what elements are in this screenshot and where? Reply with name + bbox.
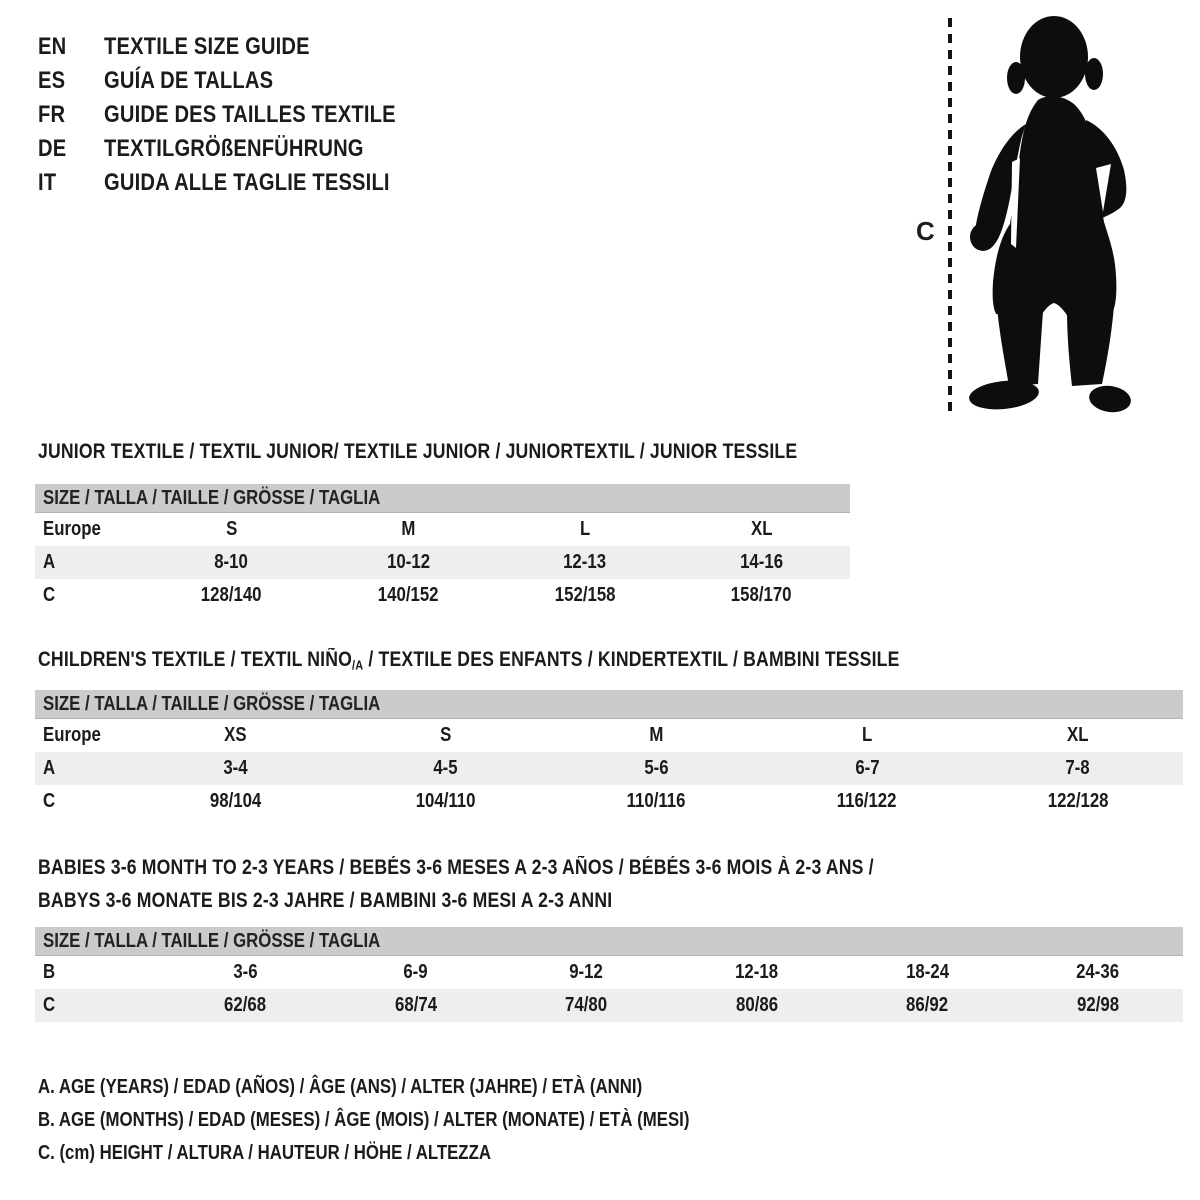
table-babies-size-header (35, 927, 1183, 956)
cell: 86/92 (906, 994, 949, 1016)
row-label: B (43, 961, 56, 983)
toddler-silhouette (968, 16, 1133, 415)
table-row-c (35, 989, 1183, 1022)
section-title-babies (38, 851, 1033, 917)
cell: 152/158 (554, 584, 616, 606)
table-children-size-header (35, 690, 1183, 719)
language-row-it (38, 166, 598, 200)
language-title: TEXTILE SIZE GUIDE (104, 33, 310, 60)
section-title-junior (38, 435, 942, 468)
cell: 62/68 (224, 994, 267, 1016)
cell: XS (224, 724, 247, 746)
cell: S (440, 724, 452, 746)
cell: 6-7 (854, 757, 880, 779)
section-title-children (38, 643, 1064, 682)
legend (38, 1071, 814, 1170)
table-children (35, 690, 1183, 818)
cell: 3-4 (223, 757, 248, 779)
language-row-en (38, 30, 598, 64)
table-row-a (35, 546, 850, 579)
row-label: Europe (43, 724, 101, 746)
cell: 6-9 (403, 961, 428, 983)
cell: XL (750, 518, 773, 540)
cell: S (225, 518, 237, 540)
cell: 14-16 (740, 551, 784, 573)
table-junior (35, 484, 850, 612)
silhouette-leg-right (1067, 305, 1114, 386)
title-pre: CHILDREN'S TEXTILE / TEXTIL NIÑO (38, 648, 353, 671)
cell: 5-6 (644, 757, 669, 779)
cell: 80/86 (735, 994, 778, 1016)
table-row-a (35, 752, 1183, 785)
section-title-babies-line2: BABYS 3-6 MONATE BIS 2-3 JAHRE / BAMBINI 3-6 MESI A 2-3 ANNI (38, 889, 613, 912)
language-code: DE (38, 135, 67, 162)
section-title-babies-line1: BABIES 3-6 MONTH TO 2-3 YEARS / BEBÉS 3-6 MESES A 2-3 AÑOS / BÉBÉS 3-6 MOIS À 2-3 ANS / (38, 856, 874, 879)
cell: 110/116 (627, 790, 686, 812)
silhouette-ear-left (1007, 62, 1025, 94)
cell: 68/74 (394, 994, 437, 1016)
language-code: IT (38, 169, 57, 196)
row-label: A (43, 757, 56, 779)
legend-line-a (38, 1071, 814, 1104)
table-row-c (35, 785, 1183, 818)
silhouette-foot-right (1087, 383, 1132, 415)
row-label: C (43, 584, 56, 606)
cell: 10-12 (386, 551, 430, 573)
cell: L (579, 518, 591, 540)
cell: 9-12 (569, 961, 604, 983)
language-code: ES (38, 67, 66, 94)
legend-line-c-text: C. (cm) HEIGHT / ALTURA / HAUTEUR / HÖHE / ALTEZZA (38, 1142, 491, 1164)
cell: 74/80 (565, 994, 608, 1016)
table-row-europe (35, 513, 850, 546)
language-title: GUIDA ALLE TAGLIE TESSILI (104, 169, 390, 196)
cell: 12-18 (735, 961, 779, 983)
cell: 104/110 (415, 790, 476, 812)
language-title: GUIDE DES TAILLES TEXTILE (104, 101, 396, 128)
language-title-list (38, 30, 598, 200)
cell: 3-6 (233, 961, 258, 983)
legend-line-c (38, 1137, 814, 1170)
legend-line-b-text: B. AGE (MONTHS) / EDAD (MESES) / ÂGE (MOIS) / ALTER (MONATE) / ETÀ (MESI) (38, 1109, 690, 1131)
cell: 92/98 (1076, 994, 1119, 1016)
cell: 24-36 (1076, 961, 1120, 983)
size-header-text: SIZE / TALLA / TAILLE / GRÖSSE / TAGLIA (43, 929, 381, 952)
cell: 8-10 (214, 551, 249, 573)
row-label: A (43, 551, 56, 573)
silhouette-hand-left (970, 223, 996, 251)
language-row-de (38, 132, 598, 166)
legend-line-b (38, 1104, 814, 1137)
language-code: FR (38, 101, 66, 128)
table-row-b (35, 956, 1183, 989)
cell: XL (1066, 724, 1089, 746)
cell: 98/104 (209, 790, 261, 812)
table-babies (35, 927, 1183, 1022)
cell: 128/140 (201, 584, 262, 606)
size-header-text: SIZE / TALLA / TAILLE / GRÖSSE / TAGLIA (43, 692, 381, 715)
cell: 116/122 (837, 790, 897, 812)
cell: 7-8 (1065, 757, 1090, 779)
language-row-es (38, 64, 598, 98)
section-title-junior-text: JUNIOR TEXTILE / TEXTIL JUNIOR/ TEXTILE JUNIOR / JUNIORTEXTIL / JUNIOR TESSILE (38, 440, 798, 463)
title-post: / TEXTILE DES ENFANTS / KINDERTEXTIL / BAMBINI TESSILE (363, 648, 900, 671)
cell: 140/152 (377, 584, 439, 606)
silhouette-ear-right (1085, 58, 1103, 90)
row-label: Europe (43, 518, 101, 540)
cell: 18-24 (905, 961, 949, 983)
title-subscript: /A (352, 657, 364, 673)
row-label: C (43, 994, 56, 1016)
size-header-text: SIZE / TALLA / TAILLE / GRÖSSE / TAGLIA (43, 486, 381, 509)
cell: M (401, 518, 416, 540)
table-junior-size-header (35, 484, 850, 513)
silhouette-head (1020, 16, 1088, 98)
row-label: C (43, 790, 56, 812)
silhouette-leg-left (997, 307, 1043, 386)
table-row-europe (35, 719, 1183, 752)
language-row-fr (38, 98, 598, 132)
section-title-children-text (38, 643, 900, 682)
language-title: TEXTILGRÖßENFÜHRUNG (104, 135, 364, 162)
cell: M (649, 724, 664, 746)
cell: L (861, 724, 873, 746)
cell: 4-5 (433, 757, 459, 779)
language-title: GUÍA DE TALLAS (104, 67, 274, 94)
cell: 122/128 (1047, 790, 1109, 812)
language-code: EN (38, 33, 67, 60)
cell: 12-13 (563, 551, 607, 573)
legend-line-a-text: A. AGE (YEARS) / EDAD (AÑOS) / ÂGE (ANS) / ALTER (JAHRE) / ETÀ (ANNI) (38, 1076, 643, 1098)
figure-measure-label-c: C (916, 216, 935, 246)
toddler-silhouette-figure (903, 10, 1145, 416)
cell: 158/170 (731, 584, 792, 606)
table-row-c (35, 579, 850, 612)
